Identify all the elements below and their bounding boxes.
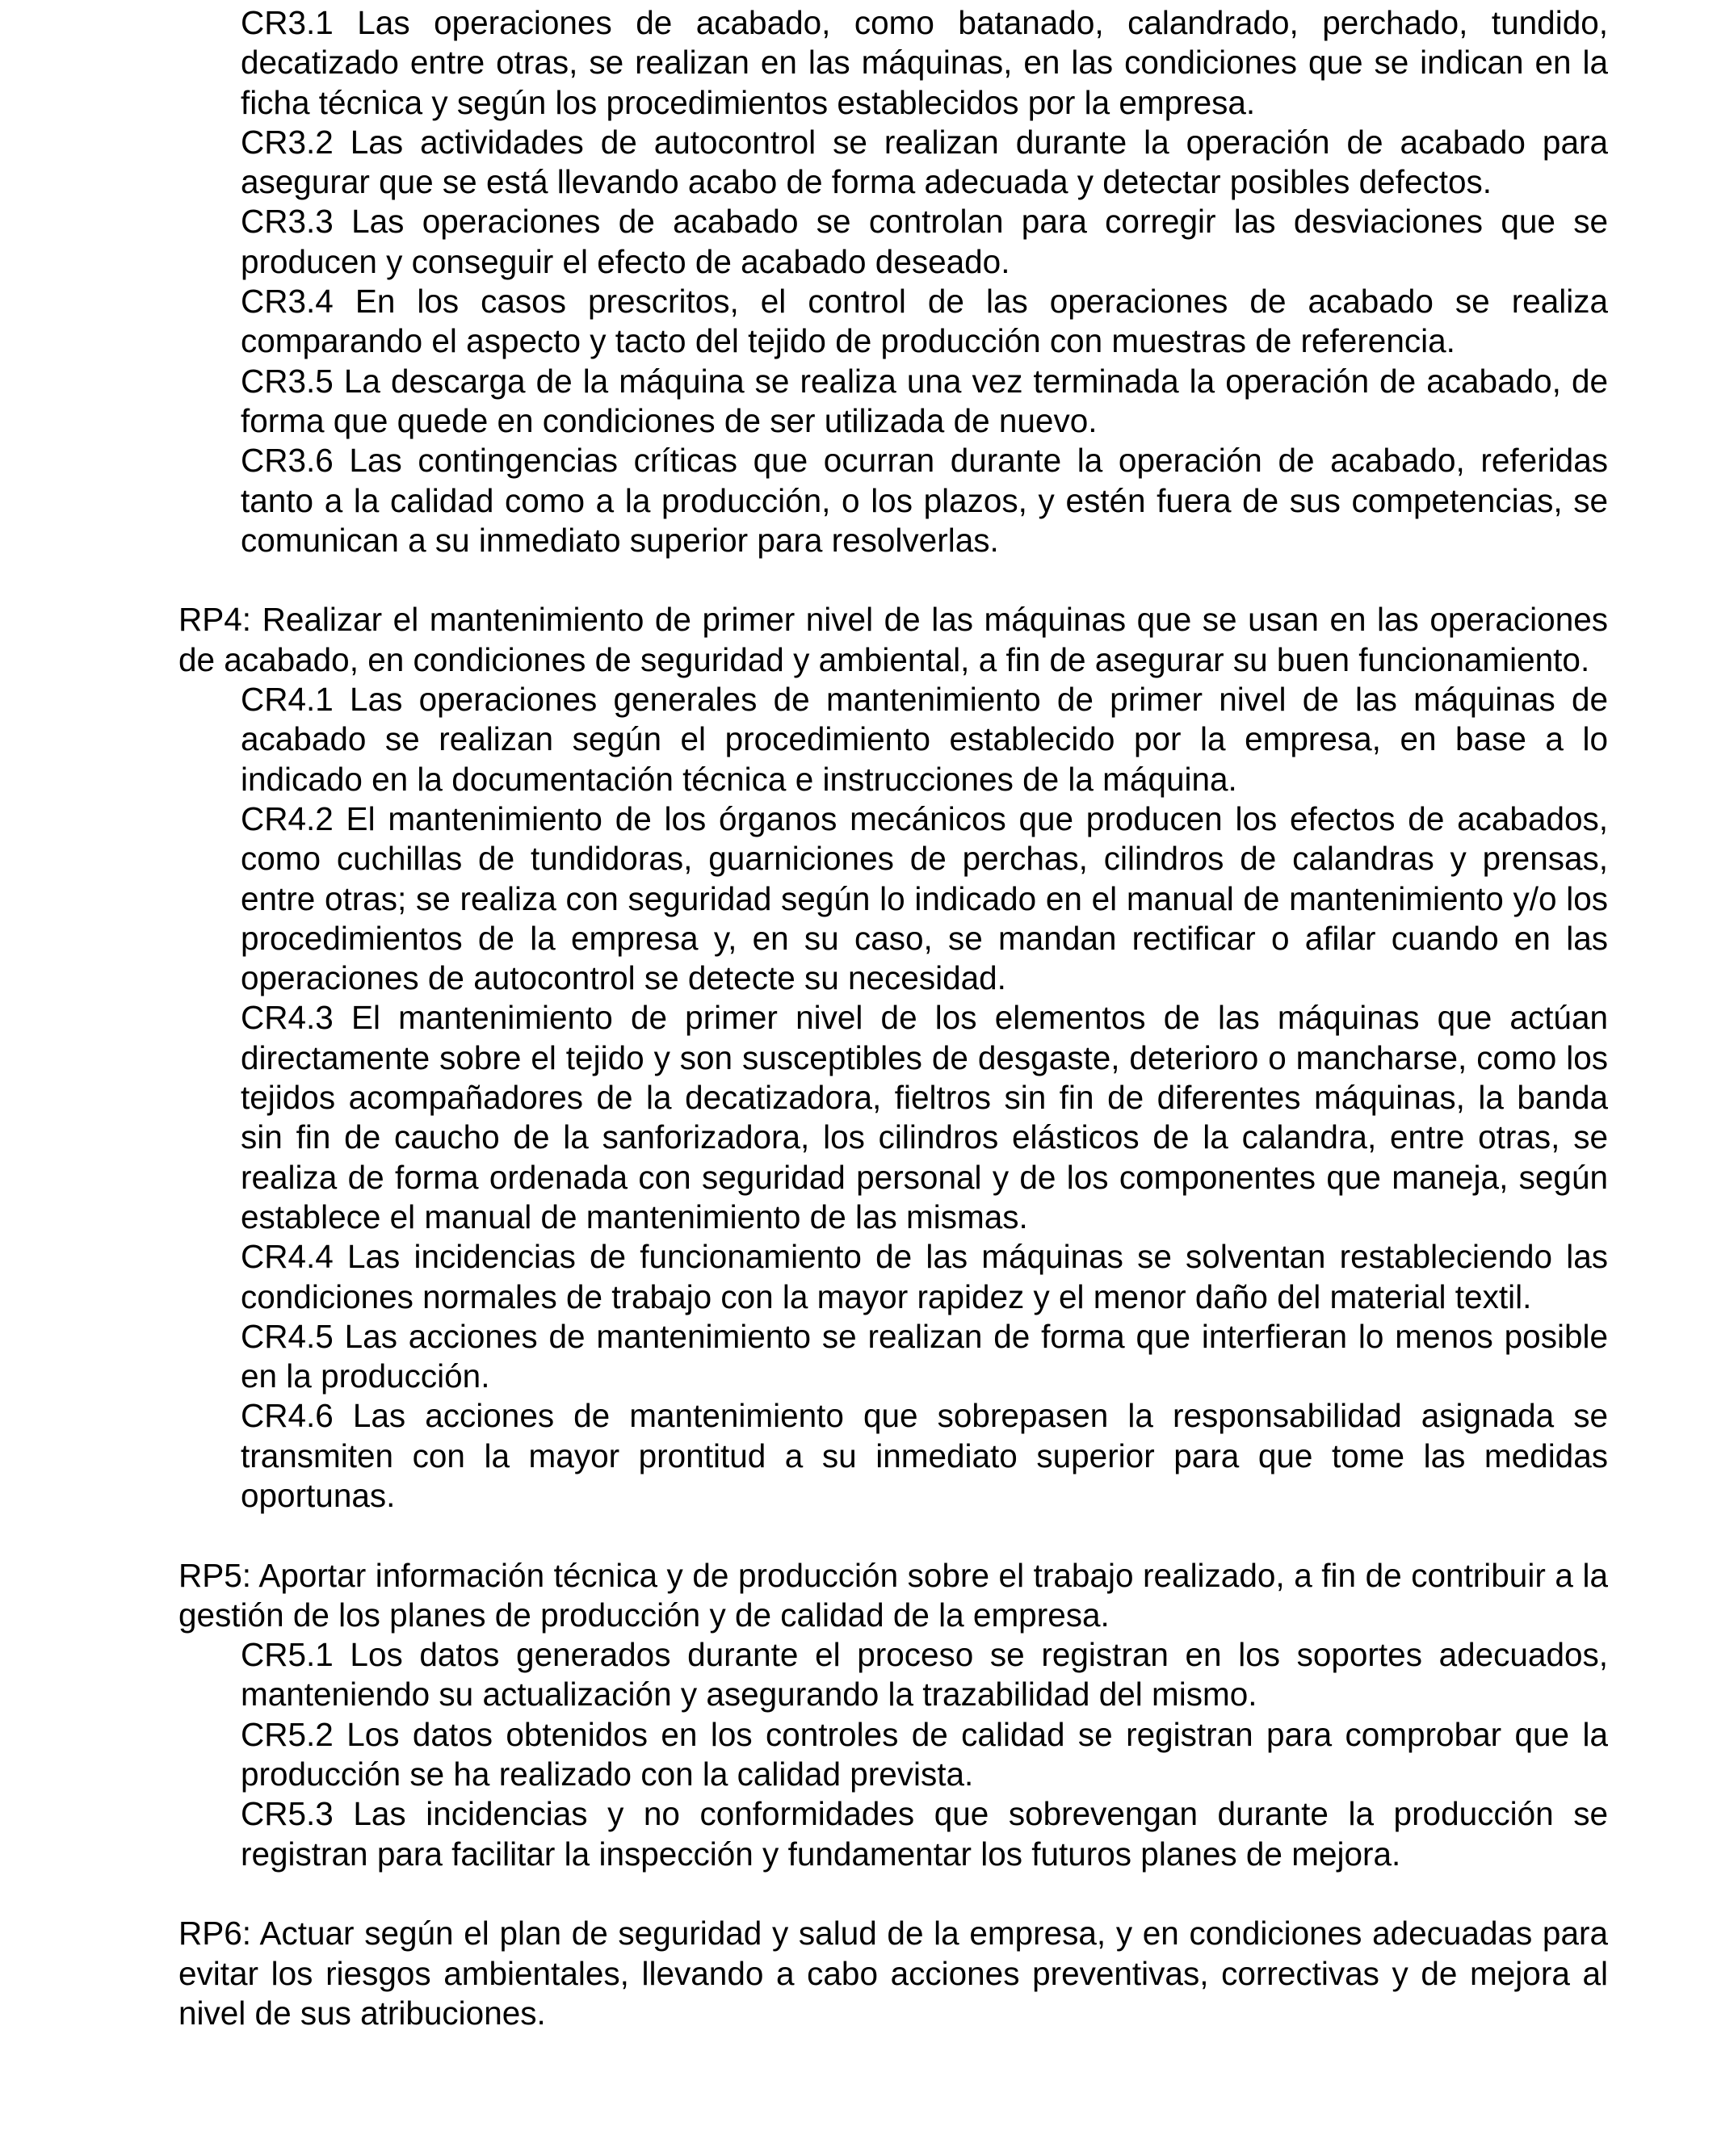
paragraph-spacer — [178, 1874, 1608, 1914]
criterion-cr5-3: CR5.3 Las incidencias y no conformidades que sobrevengan durante la producción se registran para facilitar la inspección y fundamentar los futuros planes de mejora. — [241, 1795, 1608, 1873]
criterion-cr3-4: CR3.4 En los casos prescritos, el control de las operaciones de acabado se realiza comparando el aspecto y tacto del tejido de producción con muestras de referencia. — [241, 283, 1608, 360]
criterion-cr4-2: CR4.2 El mantenimiento de los órganos mecánicos que producen los efectos de acabados, como cuchillas de tundidoras, guarniciones de perchas, cilindros de calandras y prensas, entre otras; se realiza con seguridad según lo indicado en el manual de mantenimiento y/o los procedimientos de la empresa y, en su caso, se mandan rectificar o afilar cuando en las operaciones de autocontrol se detecte su necesidad. — [241, 799, 1608, 997]
criterion-cr4-1: CR4.1 Las operaciones generales de mantenimiento de primer nivel de las máquinas de acabado se realizan según el procedimiento establecido por la empresa, en base a lo indicado en la documentación técnica e instrucciones de la máquina. — [241, 681, 1608, 798]
criterion-cr4-3: CR4.3 El mantenimiento de primer nivel de los elementos de las máquinas que actúan directamente sobre el tejido y son susceptibles de desgaste, deterioro o mancharse, como los tejidos acompañadores de la decatizadora, fieltros sin fin de diferentes máquinas, la banda sin fin de caucho de la sanforizadora, los cilindros elásticos de la calandra, entre otras, se realiza de forma ordenada con seguridad personal y de los componentes que maneja, según establece el manual de mantenimiento de las mismas. — [241, 999, 1608, 1235]
realization-rp5: RP5: Aportar información técnica y de producción sobre el trabajo realizado, a fin de contribuir a la gestión de los planes de producción y de calidad de la empresa. — [178, 1556, 1608, 1634]
realization-rp4: RP4: Realizar el mantenimiento de primer nivel de las máquinas que se usan en las operaciones de acabado, en condiciones de seguridad y ambiental, a fin de asegurar su buen funcionamiento. — [178, 601, 1608, 678]
criterion-cr3-1: CR3.1 Las operaciones de acabado, como batanado, calandrado, perchado, tundido, decatizado entre otras, se realizan en las máquinas, en las condiciones que se indican en la ficha técnica y según los procedimientos establecidos por la empresa. — [241, 4, 1608, 121]
criterion-cr3-3: CR3.3 Las operaciones de acabado se controlan para corregir las desviaciones que se producen y conseguir el efecto de acabado deseado. — [241, 203, 1608, 280]
paragraph-spacer — [178, 1516, 1608, 1555]
document-page — [178, 3, 1608, 2033]
paragraph-spacer — [178, 560, 1608, 600]
criterion-cr3-6: CR3.6 Las contingencias críticas que ocurran durante la operación de acabado, referidas tanto a la calidad como a la producción, o los plazos, y estén fuera de sus competencias, se comunican a su inmediato superior para resolverlas. — [241, 442, 1608, 559]
criterion-cr5-1: CR5.1 Los datos generados durante el proceso se registran en los soportes adecuados, manteniendo su actualización y asegurando la trazabilidad del mismo. — [241, 1636, 1608, 1713]
criterion-cr3-2: CR3.2 Las actividades de autocontrol se realizan durante la operación de acabado para asegurar que se está llevando acabo de forma adecuada y detectar posibles defectos. — [241, 123, 1608, 201]
criterion-cr4-5: CR4.5 Las acciones de mantenimiento se realizan de forma que interfieran lo menos posible en la producción. — [241, 1317, 1608, 1395]
realization-rp6: RP6: Actuar según el plan de seguridad y salud de la empresa, y en condiciones adecuadas para evitar los riesgos ambientales, llevando a cabo acciones preventivas, correctivas y de mejora al nivel de sus atribuciones. — [178, 1915, 1608, 2032]
criterion-cr3-5: CR3.5 La descarga de la máquina se realiza una vez terminada la operación de acabado, de forma que quede en condiciones de ser utilizada de nuevo. — [241, 362, 1608, 439]
criterion-cr4-6: CR4.6 Las acciones de mantenimiento que sobrepasen la responsabilidad asignada se transmiten con la mayor prontitud a su inmediato superior para que tome las medidas oportunas. — [241, 1397, 1608, 1514]
criterion-cr4-4: CR4.4 Las incidencias de funcionamiento de las máquinas se solventan restableciendo las condiciones normales de trabajo con la mayor rapidez y el menor daño del material textil. — [241, 1238, 1608, 1315]
criterion-cr5-2: CR5.2 Los datos obtenidos en los controles de calidad se registran para comprobar que la producción se ha realizado con la calidad prevista. — [241, 1715, 1608, 1793]
